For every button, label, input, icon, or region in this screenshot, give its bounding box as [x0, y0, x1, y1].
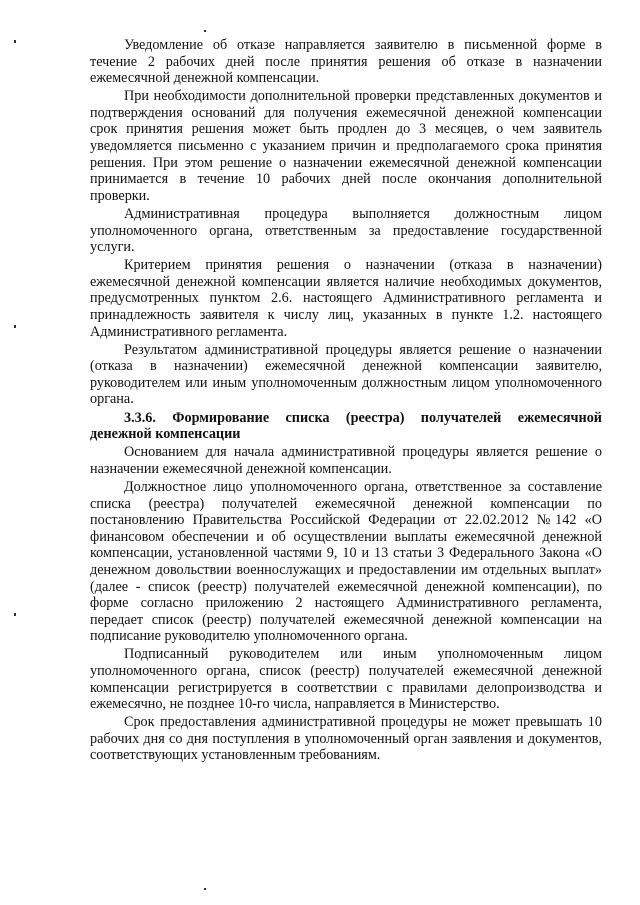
scan-mark — [14, 40, 16, 43]
paragraph-registry-compilation: Должностное лицо уполномоченного органа, ответственное за составление списка (реестра) получателей ежемесячной денежной компенсации по постановлению Правительства Российской Федерации от 22.02.2012 №142 «О финансовом обеспечении и об осуществлении выплаты ежемесячной денежной компенсации, установленной частями 9, 10 и 13 статьи 3 Федерального Закона «О денежном довольствии военнослужащих и предоставлении им отдельных выплат» (далее - список (реестр) получателей ежемесячной денежной компенсации), по форме согласно приложению 2 настоящего Административного регламента, передает список (реестр) получателей ежемесячной денежной компенсации на подписание руководителю уполномоченного органа. — [90, 478, 602, 645]
section-heading: 3.3.6. Формирование списка (реестра) получателей ежемесячной денежной компенсации — [90, 409, 602, 443]
paragraph-procedure-result: Результатом административной процедуры является решение о назначении (отказа в назначении) ежемесячной денежной компенсации заявителю, руководителем или иным уполномоченным должностным лицом уполномоченного органа. — [90, 341, 602, 408]
scan-mark — [14, 613, 16, 616]
paragraph-additional-check: При необходимости дополнительной проверки представленных документов и подтверждения оснований для получения ежемесячной денежной компенсации срок принятия решения может быть продлен до 3 месяцев, о чем заявитель уведомляется письменно с указанием причин и предполагаемого срока принятия решения. При этом решение о назначении ежемесячной денежной компенсации принимается в течение 10 рабочих дней после окончания дополнительной проверки. — [90, 88, 602, 204]
paragraph-procedure-executor: Административная процедура выполняется должностным лицом уполномоченного органа, ответственным за предоставление государственной услуги. — [90, 205, 602, 256]
scan-mark — [204, 888, 206, 890]
paragraph-procedure-basis: Основанием для начала административной процедуры является решение о назначении ежемесячной денежной компенсации. — [90, 444, 602, 477]
paragraph-refusal-notice: Уведомление об отказе направляется заявителю в письменной форме в течение 2 рабочих дней после принятия решения об отказе в назначении ежемесячной денежной компенсации. — [90, 37, 602, 87]
scan-mark — [14, 325, 16, 328]
scan-mark — [204, 30, 206, 32]
document-body — [90, 37, 602, 766]
paragraph-decision-criterion: Критерием принятия решения о назначении (отказа в назначении) ежемесячной денежной компенсации является наличие необходимых документов, предусмотренных пунктом 2.6. настоящего Административного регламента и принадлежность заявителя к числу лиц, указанных в пункте 1.2. настоящего Административного регламента. — [90, 257, 602, 340]
paragraph-procedure-deadline: Срок предоставления административной процедуры не может превышать 10 рабочих дня со дня поступления в уполномоченный орган заявления и документов, соответствующих установленным требованиям. — [90, 714, 602, 764]
paragraph-registry-registration: Подписанный руководителем или иным уполномоченным лицом уполномоченного органа, список (реестр) получателей ежемесячной денежной компенсации регистрируется в соответствии с правилами делопроизводства и ежемесячно, не позднее 10-го числа, направляется в Министерство. — [90, 646, 602, 713]
